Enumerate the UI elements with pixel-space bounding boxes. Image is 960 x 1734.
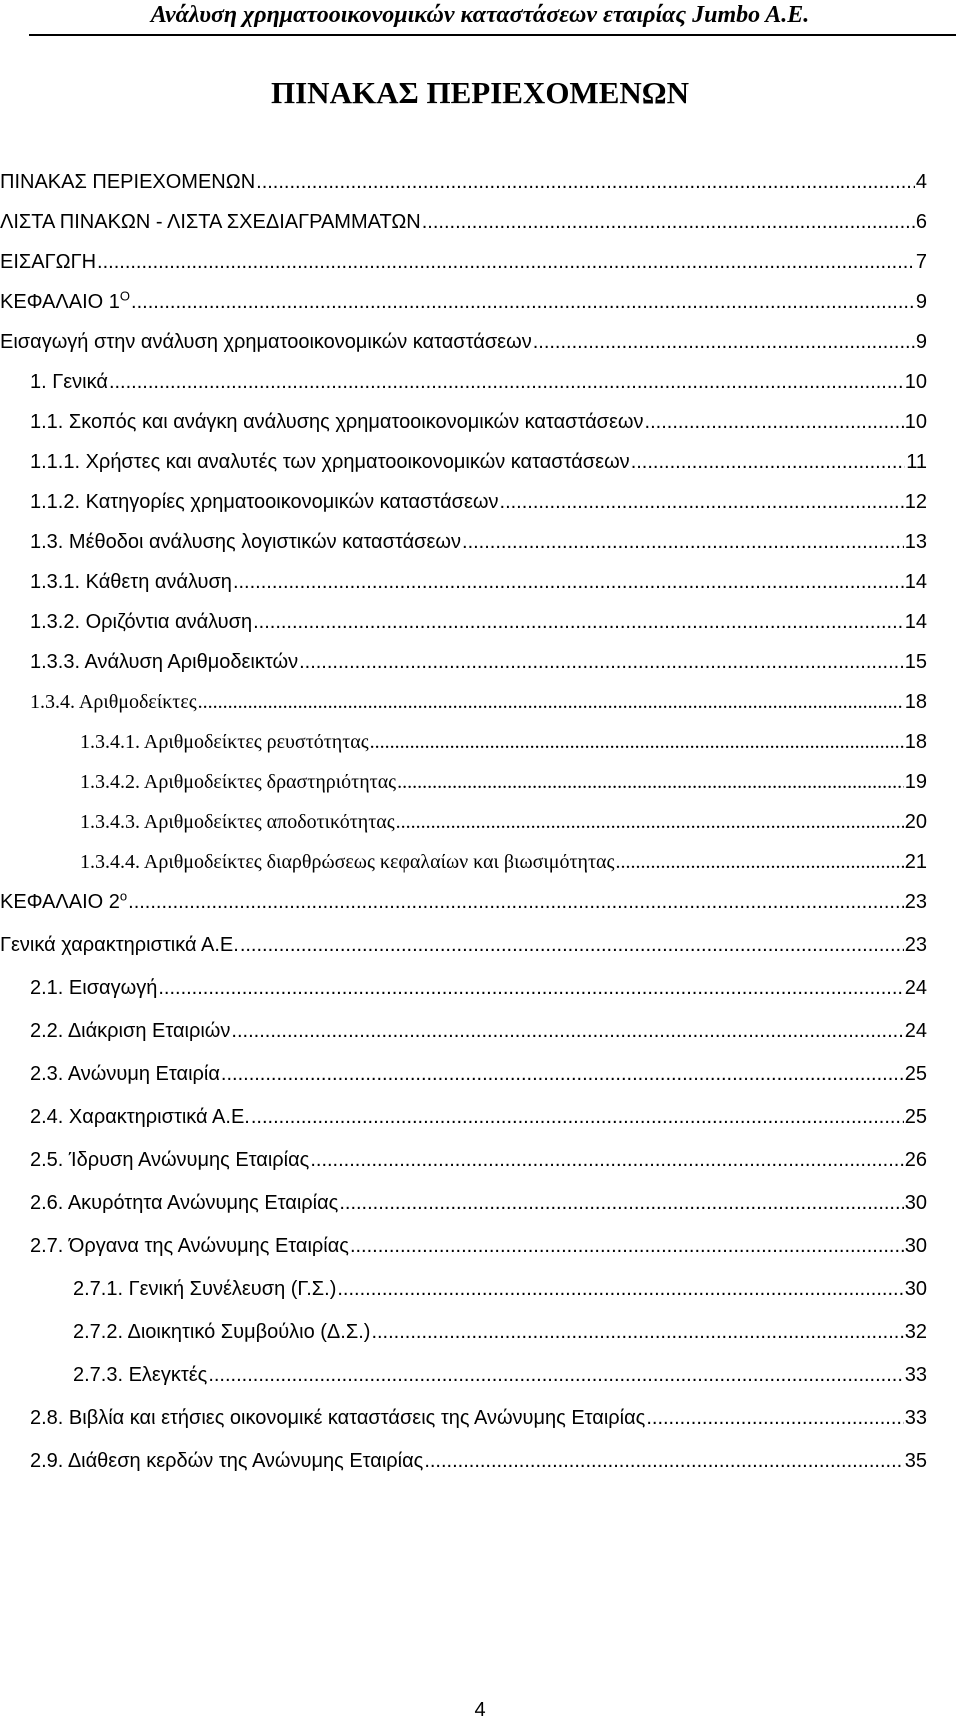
toc-entry-page: 7 <box>915 251 927 273</box>
toc-entry[interactable] <box>0 929 927 961</box>
toc-leader-dots <box>422 206 915 238</box>
toc-entry-page: 25 <box>904 1063 927 1085</box>
toc-entry-text: 2.7. Όργανα της Ανώνυμης Εταιρίας <box>30 1235 349 1257</box>
header-rule <box>29 34 956 36</box>
toc-entry[interactable] <box>30 406 927 438</box>
toc-entry-text: ΕΙΣΑΓΩΓΗ <box>0 251 97 273</box>
toc-leader-dots <box>240 929 904 961</box>
toc-entry[interactable] <box>30 686 927 718</box>
toc-entry-page: 24 <box>904 977 927 999</box>
toc-entry-page: 12 <box>904 491 927 513</box>
toc-entry[interactable] <box>0 286 927 318</box>
toc-entry-page: 18 <box>904 731 927 753</box>
toc-entry-text: Εισαγωγή στην ανάλυση χρηματοοικονομικών καταστάσεων <box>0 331 532 353</box>
toc-leader-dots <box>231 1015 903 1047</box>
toc-entry-text: 1.1. Σκοπός και ανάγκη ανάλυσης χρηματοοικονομικών καταστάσεων <box>30 411 644 433</box>
toc-entry[interactable] <box>0 246 927 278</box>
toc-entry[interactable] <box>80 766 927 798</box>
toc-entry-page: 33 <box>904 1407 927 1429</box>
toc-entry[interactable] <box>30 1144 927 1176</box>
toc-entry-text: 1.1.2. Κατηγορίες χρηματοοικονομικών καταστάσεων <box>30 491 499 513</box>
toc-entry-text: Γενικά χαρακτηριστικά Α.Ε. <box>0 934 239 956</box>
toc-leader-dots <box>97 246 915 278</box>
toc-entry[interactable] <box>30 1058 927 1090</box>
toc-entry-text: ΛΙΣΤΑ ΠΙΝΑΚΩΝ - ΛΙΣΤΑ ΣΧΕΔΙΑΓΡΑΜΜΑΤΩΝ <box>0 211 421 233</box>
toc-entry-page: 20 <box>904 811 927 833</box>
toc-entry[interactable] <box>73 1273 927 1305</box>
toc-entry[interactable] <box>30 1015 927 1047</box>
toc-entry-page: 33 <box>904 1364 927 1386</box>
toc-leader-dots <box>631 446 906 478</box>
toc-entry-text: 2.5. Ίδρυση Ανώνυμης Εταιρίας <box>30 1149 310 1171</box>
toc-entry-page: 19 <box>904 771 927 793</box>
toc-entry[interactable] <box>30 1230 927 1262</box>
toc-entry-text: 2.9. Διάθεση κερδών της Ανώνυμης Εταιρίας <box>30 1450 424 1472</box>
toc-entry-text: 1.3.4.3. Αριθμοδείκτες αποδοτικότητας <box>80 811 395 833</box>
toc-entry-text: 1.3.4. Αριθμοδείκτες <box>30 691 197 713</box>
toc-entry-text: 1.3.4.2. Αριθμοδείκτες δραστηριότητας <box>80 771 397 793</box>
toc-entry-text: 1.3.3. Ανάλυση Αριθμοδεικτών <box>30 651 299 673</box>
running-header: Ανάλυση χρηματοοικονομικών καταστάσεων εταιρίας Jumbo A.E. <box>150 2 810 28</box>
page-number: 4 <box>474 1699 486 1721</box>
toc-entry[interactable] <box>30 1101 927 1133</box>
toc-leader-dots <box>221 1058 904 1090</box>
toc-leader-dots <box>198 686 904 718</box>
toc-leader-dots <box>109 366 904 398</box>
toc-entry[interactable] <box>30 972 927 1004</box>
toc-entry-page: 32 <box>904 1321 927 1343</box>
toc-entry-page: 11 <box>906 451 927 473</box>
toc-entry[interactable] <box>80 726 927 758</box>
toc-entry[interactable] <box>30 1402 927 1434</box>
toc-entry[interactable] <box>0 206 927 238</box>
toc-entry-superscript: Ο <box>119 288 131 304</box>
toc-entry-page: 10 <box>904 411 927 433</box>
toc-entry[interactable] <box>80 846 927 878</box>
toc-entry[interactable] <box>30 1445 927 1477</box>
toc-leader-dots <box>615 846 903 878</box>
toc-entry-page: 35 <box>904 1450 927 1472</box>
toc-entry-page: 13 <box>904 531 927 553</box>
toc-entry-superscript: ο <box>119 888 128 904</box>
toc-entry[interactable] <box>30 366 927 398</box>
toc-entry-text: 1.3.1. Κάθετη ανάλυση <box>30 571 232 593</box>
toc-entry-text: 1.1.1. Χρήστες και αναλυτές των χρηματοοικονομικών καταστάσεων <box>30 451 630 473</box>
toc-entry[interactable] <box>30 1187 927 1219</box>
toc-entry-page: 23 <box>904 891 927 913</box>
toc-leader-dots <box>396 806 904 838</box>
toc-entry-page: 21 <box>904 851 927 873</box>
toc-entry-page: 9 <box>915 331 927 353</box>
toc-leader-dots <box>256 166 915 198</box>
toc-title: ΠΙΝΑΚΑΣ ΠΕΡΙΕΧΟΜΕΝΩΝ <box>271 75 689 110</box>
toc-leader-dots <box>337 1273 903 1305</box>
toc-entry-label: ΚΕΦΑΛΑΙΟ 1 <box>0 291 120 313</box>
toc-entry-page: 6 <box>915 211 927 233</box>
toc-entry-text <box>0 286 130 318</box>
toc-leader-dots <box>251 1101 904 1133</box>
toc-leader-dots <box>646 1402 903 1434</box>
toc-entry-page: 14 <box>904 571 927 593</box>
toc-leader-dots <box>128 886 904 918</box>
toc-entry[interactable] <box>30 566 927 598</box>
toc-leader-dots <box>350 1230 904 1262</box>
toc-entry-page: 9 <box>915 291 927 313</box>
toc-entry-page: 23 <box>904 934 927 956</box>
toc-entry[interactable] <box>30 486 927 518</box>
toc-entry-text: 2.7.2. Διοικητικό Συμβούλιο (Δ.Σ.) <box>73 1321 371 1343</box>
toc-leader-dots <box>397 766 904 798</box>
toc-entry-text: 2.7.3. Ελεγκτές <box>73 1364 208 1386</box>
toc-entry-page: 25 <box>904 1106 927 1128</box>
toc-entry-page: 18 <box>904 691 927 713</box>
toc-entry[interactable] <box>73 1359 927 1391</box>
toc-entry-label: ΚΕΦΑΛΑΙΟ 2 <box>0 891 120 913</box>
toc-leader-dots <box>462 526 904 558</box>
toc-entry-page: 15 <box>904 651 927 673</box>
toc-entry-text: 1.3. Μέθοδοι ανάλυσης λογιστικών καταστάσεων <box>30 531 462 553</box>
toc-entry-page: 30 <box>904 1192 927 1214</box>
toc-leader-dots <box>158 972 903 1004</box>
toc-entry-text: 2.4. Χαρακτηριστικά Α.Ε. <box>30 1106 250 1128</box>
toc-entry-text: 2.8. Βιβλία και ετήσιες οικονομικέ καταστάσεις της Ανώνυμης Εταιρίας <box>30 1407 646 1429</box>
toc-entry-text: 2.1. Εισαγωγή <box>30 977 158 999</box>
toc-leader-dots <box>233 566 904 598</box>
toc-entry[interactable] <box>73 1316 927 1348</box>
toc-entry-text: 2.2. Διάκριση Εταιριών <box>30 1020 231 1042</box>
toc-leader-dots <box>299 646 904 678</box>
toc-entry-text: 1.3.4.1. Αριθμοδείκτες ρευστότητας <box>80 731 369 753</box>
toc-leader-dots <box>424 1445 903 1477</box>
toc-entry[interactable] <box>80 806 927 838</box>
toc-entry-page: 4 <box>915 171 927 193</box>
toc-entry-text: ΠΙΝΑΚΑΣ ΠΕΡΙΕΧΟΜΕΝΩΝ <box>0 171 256 193</box>
toc-leader-dots <box>310 1144 903 1176</box>
toc-leader-dots <box>370 726 904 758</box>
toc-entry[interactable] <box>30 526 927 558</box>
toc-leader-dots <box>208 1359 903 1391</box>
toc-entry-text: 1. Γενικά <box>30 371 108 393</box>
toc-leader-dots <box>645 406 904 438</box>
toc-entry[interactable] <box>0 166 927 198</box>
toc-entry-page: 30 <box>904 1235 927 1257</box>
toc-leader-dots <box>500 486 904 518</box>
toc-entry-page: 10 <box>904 371 927 393</box>
toc-entry-text: 2.6. Ακυρότητα Ανώνυμης Εταιρίας <box>30 1192 339 1214</box>
toc-entry-text: 2.3. Ανώνυμη Εταιρία <box>30 1063 220 1085</box>
toc-leader-dots <box>339 1187 903 1219</box>
toc-entry-text: 2.7.1. Γενική Συνέλευση (Γ.Σ.) <box>73 1278 337 1300</box>
toc-entry[interactable] <box>0 326 927 358</box>
toc-leader-dots <box>131 286 915 318</box>
toc-entry-text: 1.3.4.4. Αριθμοδείκτες διαρθρώσεως κεφαλαίων και βιωσιμότητας <box>80 851 615 873</box>
toc-entry-text <box>0 886 127 918</box>
toc-entry-page: 30 <box>904 1278 927 1300</box>
toc-leader-dots <box>371 1316 903 1348</box>
toc-entry-page: 24 <box>904 1020 927 1042</box>
toc-entry-page: 26 <box>904 1149 927 1171</box>
toc-entry[interactable] <box>30 606 927 638</box>
toc-entry[interactable] <box>30 646 927 678</box>
toc-entry[interactable] <box>0 886 927 918</box>
toc-entry-page: 14 <box>904 611 927 633</box>
toc-entry[interactable] <box>30 446 927 478</box>
toc-leader-dots <box>533 326 915 358</box>
toc-leader-dots <box>253 606 904 638</box>
toc-entry-text: 1.3.2. Οριζόντια ανάλυση <box>30 611 253 633</box>
